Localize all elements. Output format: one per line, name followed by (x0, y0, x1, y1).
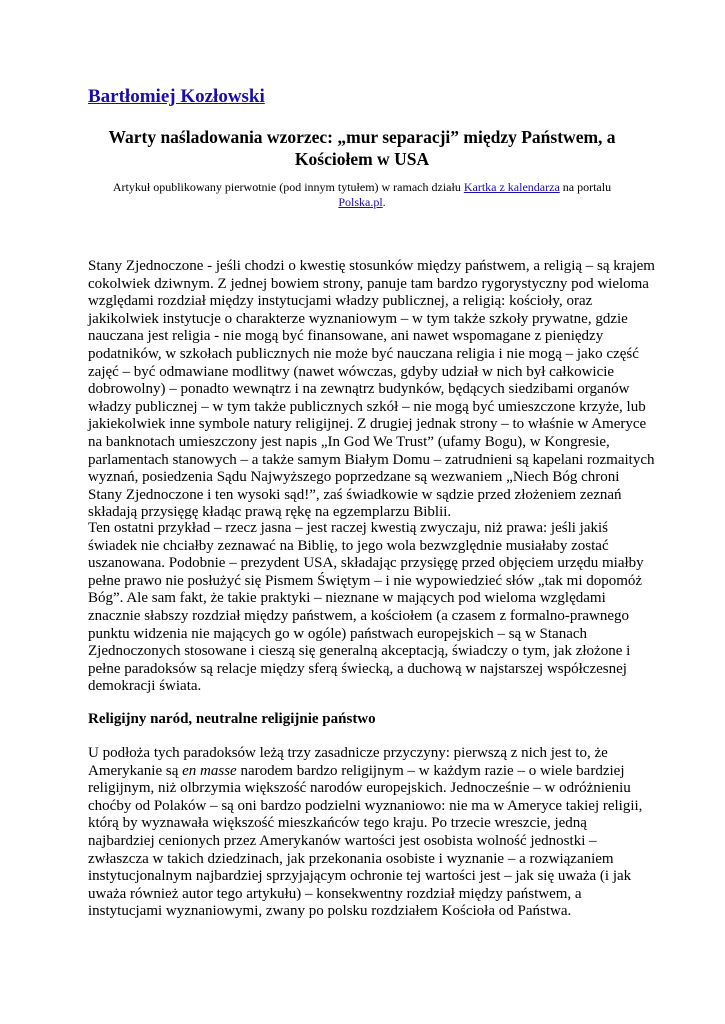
paragraph-line: dobrowolny) – ponadto wewnątrz i na zewnątrz budynków, będących siedzibami organów (88, 381, 630, 398)
paragraph-line: pełne paradoksów są relacje między sferą świecką, a duchową w najstarszej współczesnej (88, 660, 627, 677)
paragraph-line: Stany Zjednoczone i ten wysoki sąd!”, zaś świadkowie w sądzie przed złożeniem zeznań (88, 486, 622, 503)
paragraph-line: władzy publicznej – w tym także publicznych szkół – nie mogą być umieszczone krzyże, lub (88, 398, 646, 415)
paragraph-line: znacznie słabszy rozdział między państwem, a kościołem (a czasem z formalno-prawnego (88, 607, 630, 624)
polska-pl-link[interactable]: Polska.pl (338, 195, 383, 209)
paragraph-line: choćby od Polaków – są oni bardzo podzielni wyznaniowo: nie ma w Ameryce takiej religii, (88, 797, 643, 814)
paragraph-line: świadek nie chciałby zeznawać na Biblię, to jego wola bezwzględnie musiałaby zostać (88, 537, 609, 554)
paragraph-line: demokracji świata. (88, 678, 202, 695)
note-text-after: . (382, 195, 386, 209)
paragraph-line: względami rozdział między instytucjami władzy publicznej, a religią: kościoły, oraz (88, 293, 593, 310)
paragraph-line: nauczana jest religia - nie mogą być finansowane, ani nawet wspomagane z pieniędzy (88, 328, 604, 345)
paragraph-line: zajęć – być odmawiane modlitwy (nawet wówczas, gdyby udział w nich był całkowicie (88, 363, 615, 380)
title-line-1: Warty naśladowania wzorzec: „mur separacji” między Państwem, a (108, 127, 616, 147)
paragraph-line: Ten ostatni przykład – rzecz jasna – jest raczej kwestią zwyczaju, niż prawa: jeśli jakiś (88, 520, 608, 536)
paragraph-1 (88, 258, 655, 522)
section-heading: Religijny naród, neutralne religijnie państwo (88, 711, 376, 727)
paragraph-line: cokolwiek dziwnym. Z jednej bowiem strony, panuje tam bardzo rygorystyczny pod wieloma (88, 275, 649, 292)
paragraph-line: na banknotach umieszczony jest napis „In God We Trust” (ufamy Bogu), w Kongresie, (88, 433, 610, 450)
author-link[interactable]: Bartłomiej Kozłowski (88, 86, 265, 107)
kartka-z-kalendarza-link[interactable]: Kartka z kalendarza (463, 180, 560, 194)
paragraph-line: parlamentach stanowych – a także samym Białym Domu – zatrudnieni są kapelani rozmaitych (88, 451, 655, 468)
paragraph-line: którą by wyznawała większość mieszkańców tego kraju. Po trzecie wreszcie, jedną (88, 815, 587, 832)
note-text-before: Artykuł opublikowany pierwotnie (pod innym tytułem) w ramach działu (112, 180, 464, 194)
paragraph-line: Zjednoczonych stosowane i cieszą się generalną akceptacją, świadczy o tym, jak złożone i (88, 643, 631, 660)
paragraph-2 (88, 520, 648, 696)
paragraph-line: jakikolwiek instytucje o charakterze wyznaniowym – w tym także szkoły prywatne, gdzie (88, 310, 628, 327)
publication-note (88, 180, 636, 210)
paragraph-line (88, 763, 648, 781)
paragraph-line: Bóg”. Ale sam fakt, że takie praktyki – nieznane w mających pod wieloma względami (88, 590, 606, 607)
paragraph-line: pełne prawo nie posłużyć się Pismem Świętym – i nie wypowiedzieć słów „tak mi dopomóż (88, 572, 643, 589)
italic-phrase: en masse (182, 762, 237, 779)
paragraph-line: podatników, w szkołach publicznych nie może być nauczana religia i nie mogą – jako część (88, 345, 639, 362)
line-text: narodem bardzo religijnym – w każdym razie – o wiele bardziej (236, 762, 625, 779)
paragraph-line: zwłaszcza w takich dziedzinach, jak przekonania osobiste i wyznanie – a rozwiązaniem (88, 850, 614, 867)
paragraph-line: religijnym, niż olbrzymia większość narodów europejskich. Jednocześnie – w odróżnieniu (88, 780, 631, 797)
paragraph-line: instytucjonalnym najbardziej sprzyjającym ochronie tej wartości jest – jak się uważa (i jak (88, 868, 632, 885)
title-line-2: Kościołem w USA (294, 149, 430, 169)
line-text: Amerykanie są (88, 762, 183, 779)
paragraph-line: U podłoża tych paradoksów leżą trzy zasadnicze przyczyny: pierwszą z nich jest to, że (88, 745, 608, 761)
paragraph-line: uszanowana. Podobnie – prezydent USA, składając przysięgę przed objęciem urzędu miałby (88, 555, 644, 572)
paragraph-line: uważa również autor tego artykułu) – konsekwentny rozdział między państwem, a (88, 885, 582, 902)
paragraph-line: Stany Zjednoczone - jeśli chodzi o kwestię stosunków między państwem, a religią – są krajem (88, 258, 655, 274)
paragraph-line: jakiekolwiek inne symbole natury religijnej. Z drugiej jednak strony – to właśnie w Ameryce (88, 416, 647, 433)
paragraph-line: instytucjami wyznaniowymi, zwany po polsku rozdziałem Kościoła od Państwa. (88, 903, 572, 920)
paragraph-line: składają przysięgę kładąc prawą rękę na egzemplarzu Biblii. (88, 504, 452, 521)
paragraph-line: punktu widzenia nie mających go w ogóle) państwach europejskich – są w Stanach (88, 625, 588, 642)
note-text-middle: na portalu (559, 180, 612, 194)
paragraph-line: wyznań, posiedzenia Sądu Najwyższego poprzedzane są wezwaniem „Niech Bóg chroni (88, 469, 620, 486)
paragraph-3 (88, 745, 648, 921)
paragraph-line: najbardziej cenionych przez Amerykanów wartości jest osobista wolność jednostki – (88, 832, 597, 849)
document-title (88, 126, 636, 170)
